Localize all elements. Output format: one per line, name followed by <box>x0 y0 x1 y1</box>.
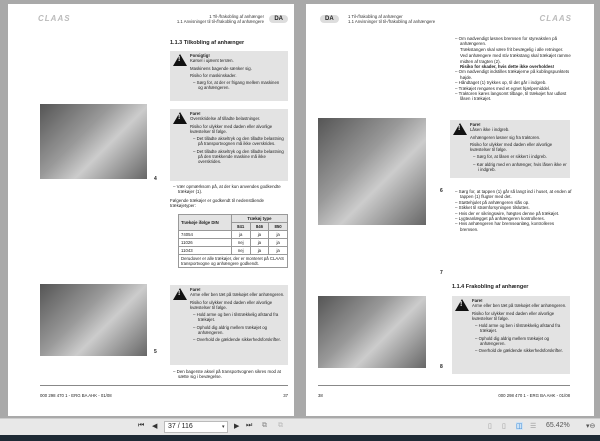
danger-bullet: – Ophold dig aldrig mellem trækøjet og anhængeren. <box>193 324 268 336</box>
caution-box <box>170 51 288 101</box>
column-header: Trækøje ifølge DIN <box>179 215 232 231</box>
bullet-text: Sørg for, at låsen er sikkert i indgreb. <box>476 154 547 160</box>
instructions-1 <box>452 36 572 102</box>
bullet-text: Kør aldrig med en anhænger, hvis låsen ikke er i indgreb. <box>476 161 567 173</box>
last-page-icon[interactable]: ⏭ <box>246 422 253 429</box>
step-text: Om nødvendigt indstilles trækøjerne på koblingspunktets højde. <box>458 69 570 80</box>
bullet-text: Ophold dig aldrig mellem trækøjet og anhængeren. <box>196 324 268 336</box>
step-text: Trækøjet rengøres med et egnet hjælpemiddel. <box>458 85 551 91</box>
warning-icon <box>173 112 187 124</box>
previous-page-icon[interactable]: ◀ <box>152 423 158 430</box>
figure-number: 8 <box>440 364 443 370</box>
continuous-two-page-icon[interactable]: ☰ <box>530 423 537 430</box>
danger-line: Arme eller ben tæt på trækøjet eller anhængeren. <box>190 292 285 298</box>
danger-bullet: – Kør aldrig med en anhænger, hvis låsen ikke er i indgreb. <box>473 161 567 173</box>
step: – Støttehjulet på anhængeren slås op. <box>455 199 530 205</box>
bullet-text: Det tilladte akseltryk og den tilladte belastning på den trækkende maskine må ikke overskrides. <box>196 148 284 165</box>
cell: nej <box>231 247 250 255</box>
step: – Stikket til strømforsyningen tilsluttes. <box>455 205 530 211</box>
pdf-page-37 <box>8 4 294 416</box>
footer-rule <box>40 385 288 386</box>
table-row <box>179 247 288 255</box>
table-row <box>179 231 288 239</box>
page-header <box>177 14 264 24</box>
claas-logo: CLAAS <box>38 14 71 23</box>
danger-line: Arme eller ben tæt på trækøjet eller anhængeren. <box>472 303 567 309</box>
cell: ja <box>269 239 288 247</box>
bullet-text: Hold arme og ben i tilstrækkelig afstand fra trækøjet. <box>478 323 561 334</box>
step: – Lygteanlægget på anhængeren kontrolleres. <box>455 216 545 222</box>
page-dropdown-icon[interactable]: ▾ <box>222 424 225 430</box>
step-text: Traktoren køres langsomt tilbage, til trækøjet har udløst låsen i trækøjet. <box>458 91 567 102</box>
trailer-eye-table <box>178 214 288 268</box>
step: – Om nødvendigt indstilles trækøjerne på koblingspunktets højde. <box>455 69 570 80</box>
language-badge: DA <box>320 15 339 23</box>
danger-bullet: – Hold arme og ben i tilstrækkelig afstand fra trækøjet. <box>193 312 279 323</box>
uncoupling-photo <box>318 296 426 368</box>
warning-icon <box>453 123 467 135</box>
cell: ja <box>231 231 250 239</box>
danger-line: Risiko for ulykker med døden eller alvorlige kvæstelser til følge. <box>470 141 553 153</box>
instructions-2 <box>452 189 572 232</box>
step: – Håndtaget (1) trykkes op, til det går i indgreb. <box>455 80 547 86</box>
step-text: Hvis anhængeren har bremseanlæg, kontrolleres bremsen. <box>458 221 555 232</box>
warning-icon <box>173 288 187 300</box>
danger-box <box>450 120 570 178</box>
cell: ja <box>250 247 269 255</box>
page-number-input[interactable]: 37 / 116 <box>164 421 228 433</box>
caution-bullet: – Sørg for, at der er frigang mellem maskinen og anhængeren. <box>193 80 280 91</box>
cell: nej <box>231 239 250 247</box>
bullet-text: Overhold de gældende sikkerhedsforskrifter. <box>478 348 563 354</box>
column-header: 846 <box>250 223 269 231</box>
danger-title: Fare! <box>472 298 483 303</box>
danger-box <box>170 109 288 181</box>
danger-line: Risiko for ulykker med døden eller alvorlige kvæstelser til følge. <box>190 123 273 134</box>
hitch-photo <box>40 104 147 179</box>
figure-number: 7 <box>440 270 443 276</box>
coupling-photo <box>318 118 426 225</box>
two-page-icon[interactable]: ◫ <box>516 423 523 430</box>
figure-number: 6 <box>440 188 443 194</box>
danger-line: Låsen ikke i indgreb. <box>470 127 510 133</box>
caution-line: Kørsel i ujævnt terræn. <box>190 58 234 64</box>
danger-bullet: – Sørg for, at låsen er sikkert i indgreb. <box>473 154 547 160</box>
header-line: 1.1 Anvisninger til til-/frakobling af anhængere <box>348 19 436 24</box>
danger-title: Fare! <box>190 287 201 292</box>
step-text: Lygteanlægget på anhængeren kontrolleres. <box>458 216 545 222</box>
bullet-text: Hold arme og ben i tilstrækkelig afstand fra trækøjet. <box>196 312 279 323</box>
hitch-photo <box>40 284 147 356</box>
bullet-text: Overhold de gældende sikkerhedsforskrifter. <box>196 337 281 343</box>
section-title: 1.1.4 Frakobling af anhænger <box>452 284 529 290</box>
claas-logo: CLAAS <box>539 14 572 23</box>
table-footer: Derudover er alle trækøjer, der er monteret på CLAAS transportvogne og anhængere godkendt. <box>179 255 288 268</box>
danger-title: Fare! <box>190 111 201 116</box>
copy-page-icon[interactable]: ⧉ <box>278 422 283 429</box>
single-page-icon[interactable]: ▯ <box>488 423 492 430</box>
danger-title: Fare! <box>470 122 481 127</box>
zoom-out-icon[interactable]: ▾⊖ <box>586 423 596 430</box>
danger-bullet: – Det tilladte akseltryk og den tilladte belastning på den trækkende maskine må ikke overskrides. <box>193 148 284 165</box>
step: – Trækøjet rengøres med et egnet hjælpemiddel. <box>455 85 551 91</box>
section-title: 1.1.3 Tilkobling af anhænger <box>170 40 245 46</box>
paragraph: Ved anhængere med stiv trækstang skal trækøjet ramme midten af tragten (2). <box>460 53 571 64</box>
step-text: Om nødvendigt løsnes bremsen for styreakslen på anhængeren. <box>458 36 558 47</box>
danger-line: Risiko for ulykker med døden eller alvorlige kvæstelser til følge. <box>472 310 555 321</box>
language-badge: DA <box>269 15 288 23</box>
danger-bullet: – Det tilladte akseltryk og den tilladte belastning på transportvognen må ikke overskrides. <box>193 136 284 147</box>
step-text: Sørg for, at tappen (1) går så langt ind i huset, at enden af tappen (1) flugter med det. <box>458 189 572 200</box>
caution-line: Maskinens bagende sænker sig. <box>190 65 252 71</box>
step-text: Håndtaget (1) trykkes op, til det går i indgreb. <box>458 80 547 86</box>
continuous-page-icon[interactable]: ▯ <box>502 423 506 430</box>
cell: ja <box>250 231 269 239</box>
table-row <box>179 239 288 247</box>
step: – Hvis der er sikringswire, hægtes denne på trækøjet. <box>455 210 560 216</box>
cell: ja <box>250 239 269 247</box>
danger-line: Overskridelse af tilladte belastninger. <box>190 116 261 122</box>
danger-box <box>170 285 288 365</box>
warning-text: Risiko for skader, hvis dette ikke overholdes! <box>460 64 555 70</box>
bullet-text: Ophold dig aldrig mellem trækøjet og anhængeren. <box>478 335 550 347</box>
page-header <box>348 14 435 24</box>
note-text: Vær opmærksom på, at der kun anvendes godkendte trækøjer (1). <box>176 184 281 195</box>
page-number: 37 <box>283 393 288 398</box>
column-header: Trækøj type <box>231 215 287 223</box>
note: – Vær opmærksom på, at der kun anvendes godkendte trækøjer (1). <box>173 184 281 195</box>
caution-line: Risiko for maskinskader. <box>190 72 237 78</box>
step-text: Hvis der er sikringswire, hægtes denne på trækøjet. <box>458 210 560 216</box>
bullet-text: Sørg for, at der er frigang mellem maskinen og anhængeren. <box>196 80 280 91</box>
step-text: Støttehjulet på anhængeren slås op. <box>458 199 530 205</box>
column-header: 850 <box>269 223 288 231</box>
danger-line: Risiko for ulykker med døden eller alvorlige kvæstelser til følge. <box>190 299 273 310</box>
danger-box <box>452 296 570 374</box>
pdf-page-38 <box>306 4 594 416</box>
header-line: 1 Til-/frakobling af anhænger <box>348 14 403 19</box>
taskbar <box>0 435 600 441</box>
pdf-toolbar <box>0 418 600 435</box>
cell: ja <box>269 247 288 255</box>
step: – Traktoren køres langsomt tilbage, til trækøjet har udløst låsen i trækøjet. <box>455 91 567 102</box>
next-page-icon[interactable]: ▶ <box>234 423 240 430</box>
step-text: Stikket til strømforsyningen tilsluttes. <box>458 205 530 211</box>
warning-icon <box>173 54 187 66</box>
footer-doc-id: 000 298 470 1 - ERG BA AHK - 01/08 <box>498 393 570 398</box>
cell: 11043 <box>179 247 232 255</box>
cell: 74054 <box>179 231 232 239</box>
step: – Hvis anhængeren har bremseanlæg, kontrolleres bremsen. <box>455 221 555 232</box>
danger-line: Anhængeren løsner sig fra traktoren. <box>470 134 541 140</box>
paragraph: Trækstangen skal være frit bevægelig i alle retninger. <box>460 46 564 52</box>
danger-bullet: – Overhold de gældende sikkerhedsforskrifter. <box>475 348 563 354</box>
danger-bullet: – Ophold dig aldrig mellem trækøjet og anhængeren. <box>475 335 550 347</box>
header-line: 1.1 Anvisninger til til-/frakobling af anhængere <box>176 19 264 24</box>
cell: 11026 <box>179 239 232 247</box>
danger-bullet: – Overhold de gældende sikkerhedsforskrifter. <box>193 337 281 343</box>
caution-title: Forsigtig! <box>190 53 210 58</box>
page-number: 38 <box>318 393 323 398</box>
danger-bullet: – Hold arme og ben i tilstrækkelig afstand fra trækøjet. <box>475 323 561 334</box>
note-text: Den bagerste aksel på transportvognen sikres mod at sætte sig i bevægelse. <box>176 369 281 380</box>
footer-rule <box>318 385 570 386</box>
cell: ja <box>269 231 288 239</box>
figure-number: 5 <box>154 349 157 355</box>
warning-icon <box>455 299 469 311</box>
note: – Den bagerste aksel på transportvognen sikres mod at sætte sig i bevægelse. <box>173 369 281 380</box>
first-page-icon[interactable]: ⏮ <box>138 422 145 429</box>
extract-page-icon[interactable]: ⧉ <box>262 422 267 429</box>
zoom-level[interactable]: 65.42% <box>546 422 570 429</box>
step: – Om nødvendigt løsnes bremsen for styreakslen på anhængeren. <box>455 36 558 47</box>
column-header: 841 <box>231 223 250 231</box>
bullet-text: Det tilladte akseltryk og den tilladte belastning på transportvognen må ikke overskrides. <box>196 136 284 147</box>
step: – Sørg for, at tappen (1) går så langt ind i huset, at enden af tappen (1) flugter med det. <box>455 189 572 200</box>
table-intro: Følgende trækøjer er godkendt til nedenstående trækøjetyper: <box>170 198 264 209</box>
footer-doc-id: 000 298 470 1 - ERG BA AHK - 01/08 <box>40 393 112 398</box>
header-line: 1 Til-/frakobling af anhænger <box>209 14 264 19</box>
figure-number: 4 <box>154 176 157 182</box>
